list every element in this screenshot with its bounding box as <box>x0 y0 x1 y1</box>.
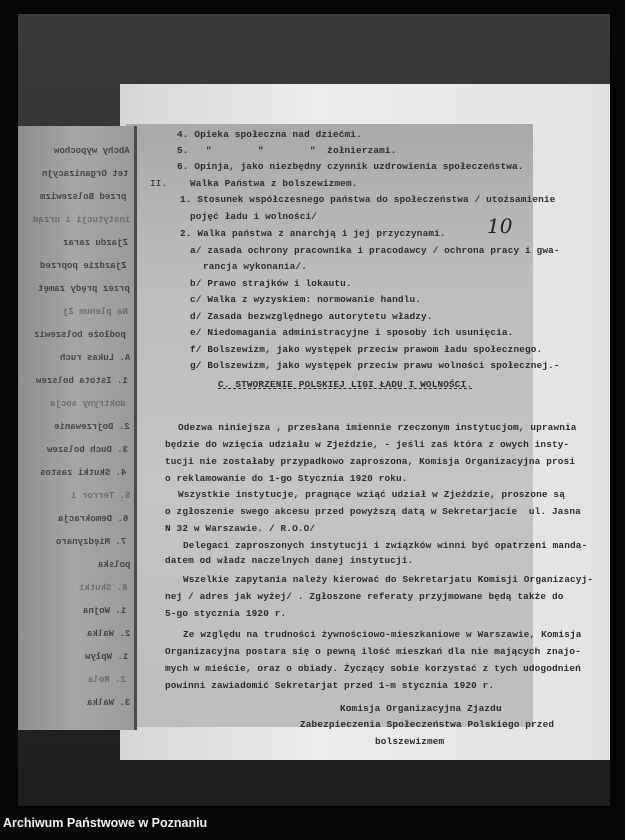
document-line: o reklamowanie do 1-go Stycznia 1920 roku. <box>165 473 408 484</box>
mirrored-text-line: Na plenum Zj <box>63 307 128 317</box>
mirrored-text-line: Zjazdzie poprzed <box>39 261 126 271</box>
mirrored-text-line: przed Bolszewizm <box>39 192 126 202</box>
document-line: b/ Prawo strajków i lokautu. <box>190 278 352 289</box>
mirrored-text-line: 3. Walka <box>86 698 130 708</box>
document-line: N 32 w Warszawie. / R.O.O/ <box>165 523 316 534</box>
mirrored-text-line: tet Organizacyjn <box>41 169 128 179</box>
mirrored-text-line: 8. Skutki <box>79 583 128 593</box>
document-line: nej / adres jak wyżej/ . Zgłoszone referaty przyjmowane będą także do <box>165 591 564 602</box>
document-line: datem od władz naczelnych danej instytucji. <box>165 555 414 566</box>
mirrored-text-line: 3. Duch bolszew <box>46 445 128 455</box>
mirrored-text-line: podłoże bolszewiz <box>34 330 126 340</box>
document-line: Wszelkie zapytania należy kierować do Sekretarjatu Komisji Organizacyj- <box>183 574 594 585</box>
document-line: f/ Bolszewizm, jako występek przeciw prawom ładu społecznego. <box>190 344 543 355</box>
document-line: Walka Państwa z bolszewizmem. <box>190 178 358 189</box>
archive-footer: Archiwum Państwowe w Poznaniu <box>3 816 208 830</box>
document-line: mych w mieście, oraz o obiady. Życzący sobie korzystać z tych udogodnień <box>165 663 581 674</box>
mirrored-text-line: 2. Walka <box>86 629 130 639</box>
document-line: a/ zasada ochrony pracownika i pracodawcy / ochrona pracy i gwa- <box>190 245 560 256</box>
mirrored-text-line: 1. Wojna <box>82 606 126 616</box>
left-mirrored-page <box>18 126 137 730</box>
document-line: 1. Stosunek współczesnego państwa do społeczeństwa / utożsamienie <box>180 194 556 205</box>
document-line: Delegaci zaproszonych instytucji i związków winni być opatrzeni manda- <box>183 540 588 551</box>
mirrored-text-line: polska <box>97 560 130 570</box>
signature-line: Zabezpieczenia Społeczeństwa Polskiego przed <box>300 719 555 730</box>
mirrored-text-line: instytucji i urząd <box>32 215 130 225</box>
mirrored-text-line: 6. Demokracja <box>57 514 128 524</box>
mirrored-text-line: 1. Wpływ <box>84 652 128 662</box>
mirrored-text-line: A. Lukas ruch <box>59 353 130 363</box>
section-heading: C. STWORZENIE POLSKIEJ LIGI ŁADU I WOLNOŚCI. <box>218 379 473 390</box>
handwritten-page-number: 10 <box>487 214 513 238</box>
document-line: g/ Bolszewizm, jako występek przeciw prawu wolności społecznej.- <box>190 360 560 371</box>
signature-line: bolszewizmem <box>375 736 445 747</box>
document-line: 2. Walka państwa z anarchją i jej przyczynami. <box>180 228 446 239</box>
document-line: e/ Niedomagania administracyjne i sposoby ich usunięcia. <box>190 327 514 338</box>
mirrored-text-line: 1. Istota bolszew <box>36 376 128 386</box>
mirrored-text-line: Abchy wypochow <box>54 146 130 156</box>
document-line: rancja wykonania/. <box>203 261 307 272</box>
document-line: pojęć ładu i wolności/ <box>190 211 318 222</box>
mirrored-text-line: 7. Międzynaro <box>55 537 126 547</box>
document-line: II. <box>150 178 168 189</box>
mirrored-text-line: 4. Skutki zastos <box>39 468 126 478</box>
document-line: powinni zawiadomić Sekretarjat przed 1-m stycznia 1920 r. <box>165 680 495 691</box>
mirrored-text-line: 5. Terror i <box>70 491 130 501</box>
document-line: 5-go stycznia 1920 r. <box>165 608 287 619</box>
document-line: Organizacyjna postara się o pewną ilość mieszkań dla nie mających znajo- <box>165 646 581 657</box>
signature-line: Komisja Organizacyjna Zjazdu <box>340 703 502 714</box>
document-line: o zgłoszenie swego akcesu przed powyższą datą w Sekretarjacie ul. Jasna <box>165 506 581 517</box>
document-line: będzie do wzięcia udziału w Zjeździe, - jeśli zaś która z owych insty- <box>165 439 570 450</box>
document-line: Odezwa niniejsza , przesłana imiennie rzeczonym instytucjom, uprawnia <box>178 422 577 433</box>
document-line: 6. Opinja, jako niezbędny czynnik uzdrowienia społeczeństwa. <box>177 161 524 172</box>
document-line: c/ Walka z wyzyskiem: normowanie handlu. <box>190 294 422 305</box>
document-line: tucji nie zostałaby przypadkowo zaproszona, Komisja Organizacyjna prosi <box>165 456 576 467</box>
mirrored-text-line: Zjazdu zaraz <box>63 238 128 248</box>
document-line: 4. Opieka społeczna nad dziećmi. <box>177 129 362 140</box>
mirrored-text-line: doktryny socja <box>50 399 126 409</box>
document-line: Wszystkie instytucje, pragnące wziąć udział w Zjeździe, proszone są <box>178 489 565 500</box>
document-line: Ze względu na trudności żywnościowo-mieszkaniowe w Warszawie, Komisja <box>183 629 582 640</box>
mirrored-text-line: 2. Rola <box>88 675 126 685</box>
mirrored-text-line: 2. Dojrzewanie <box>54 422 130 432</box>
mirrored-text-line: przez prędy zamęt <box>38 284 130 294</box>
document-line: d/ Zasada bezwzględnego autorytetu władzy. <box>190 311 433 322</box>
document-line: 5. " " " żołnierzami. <box>177 145 397 156</box>
